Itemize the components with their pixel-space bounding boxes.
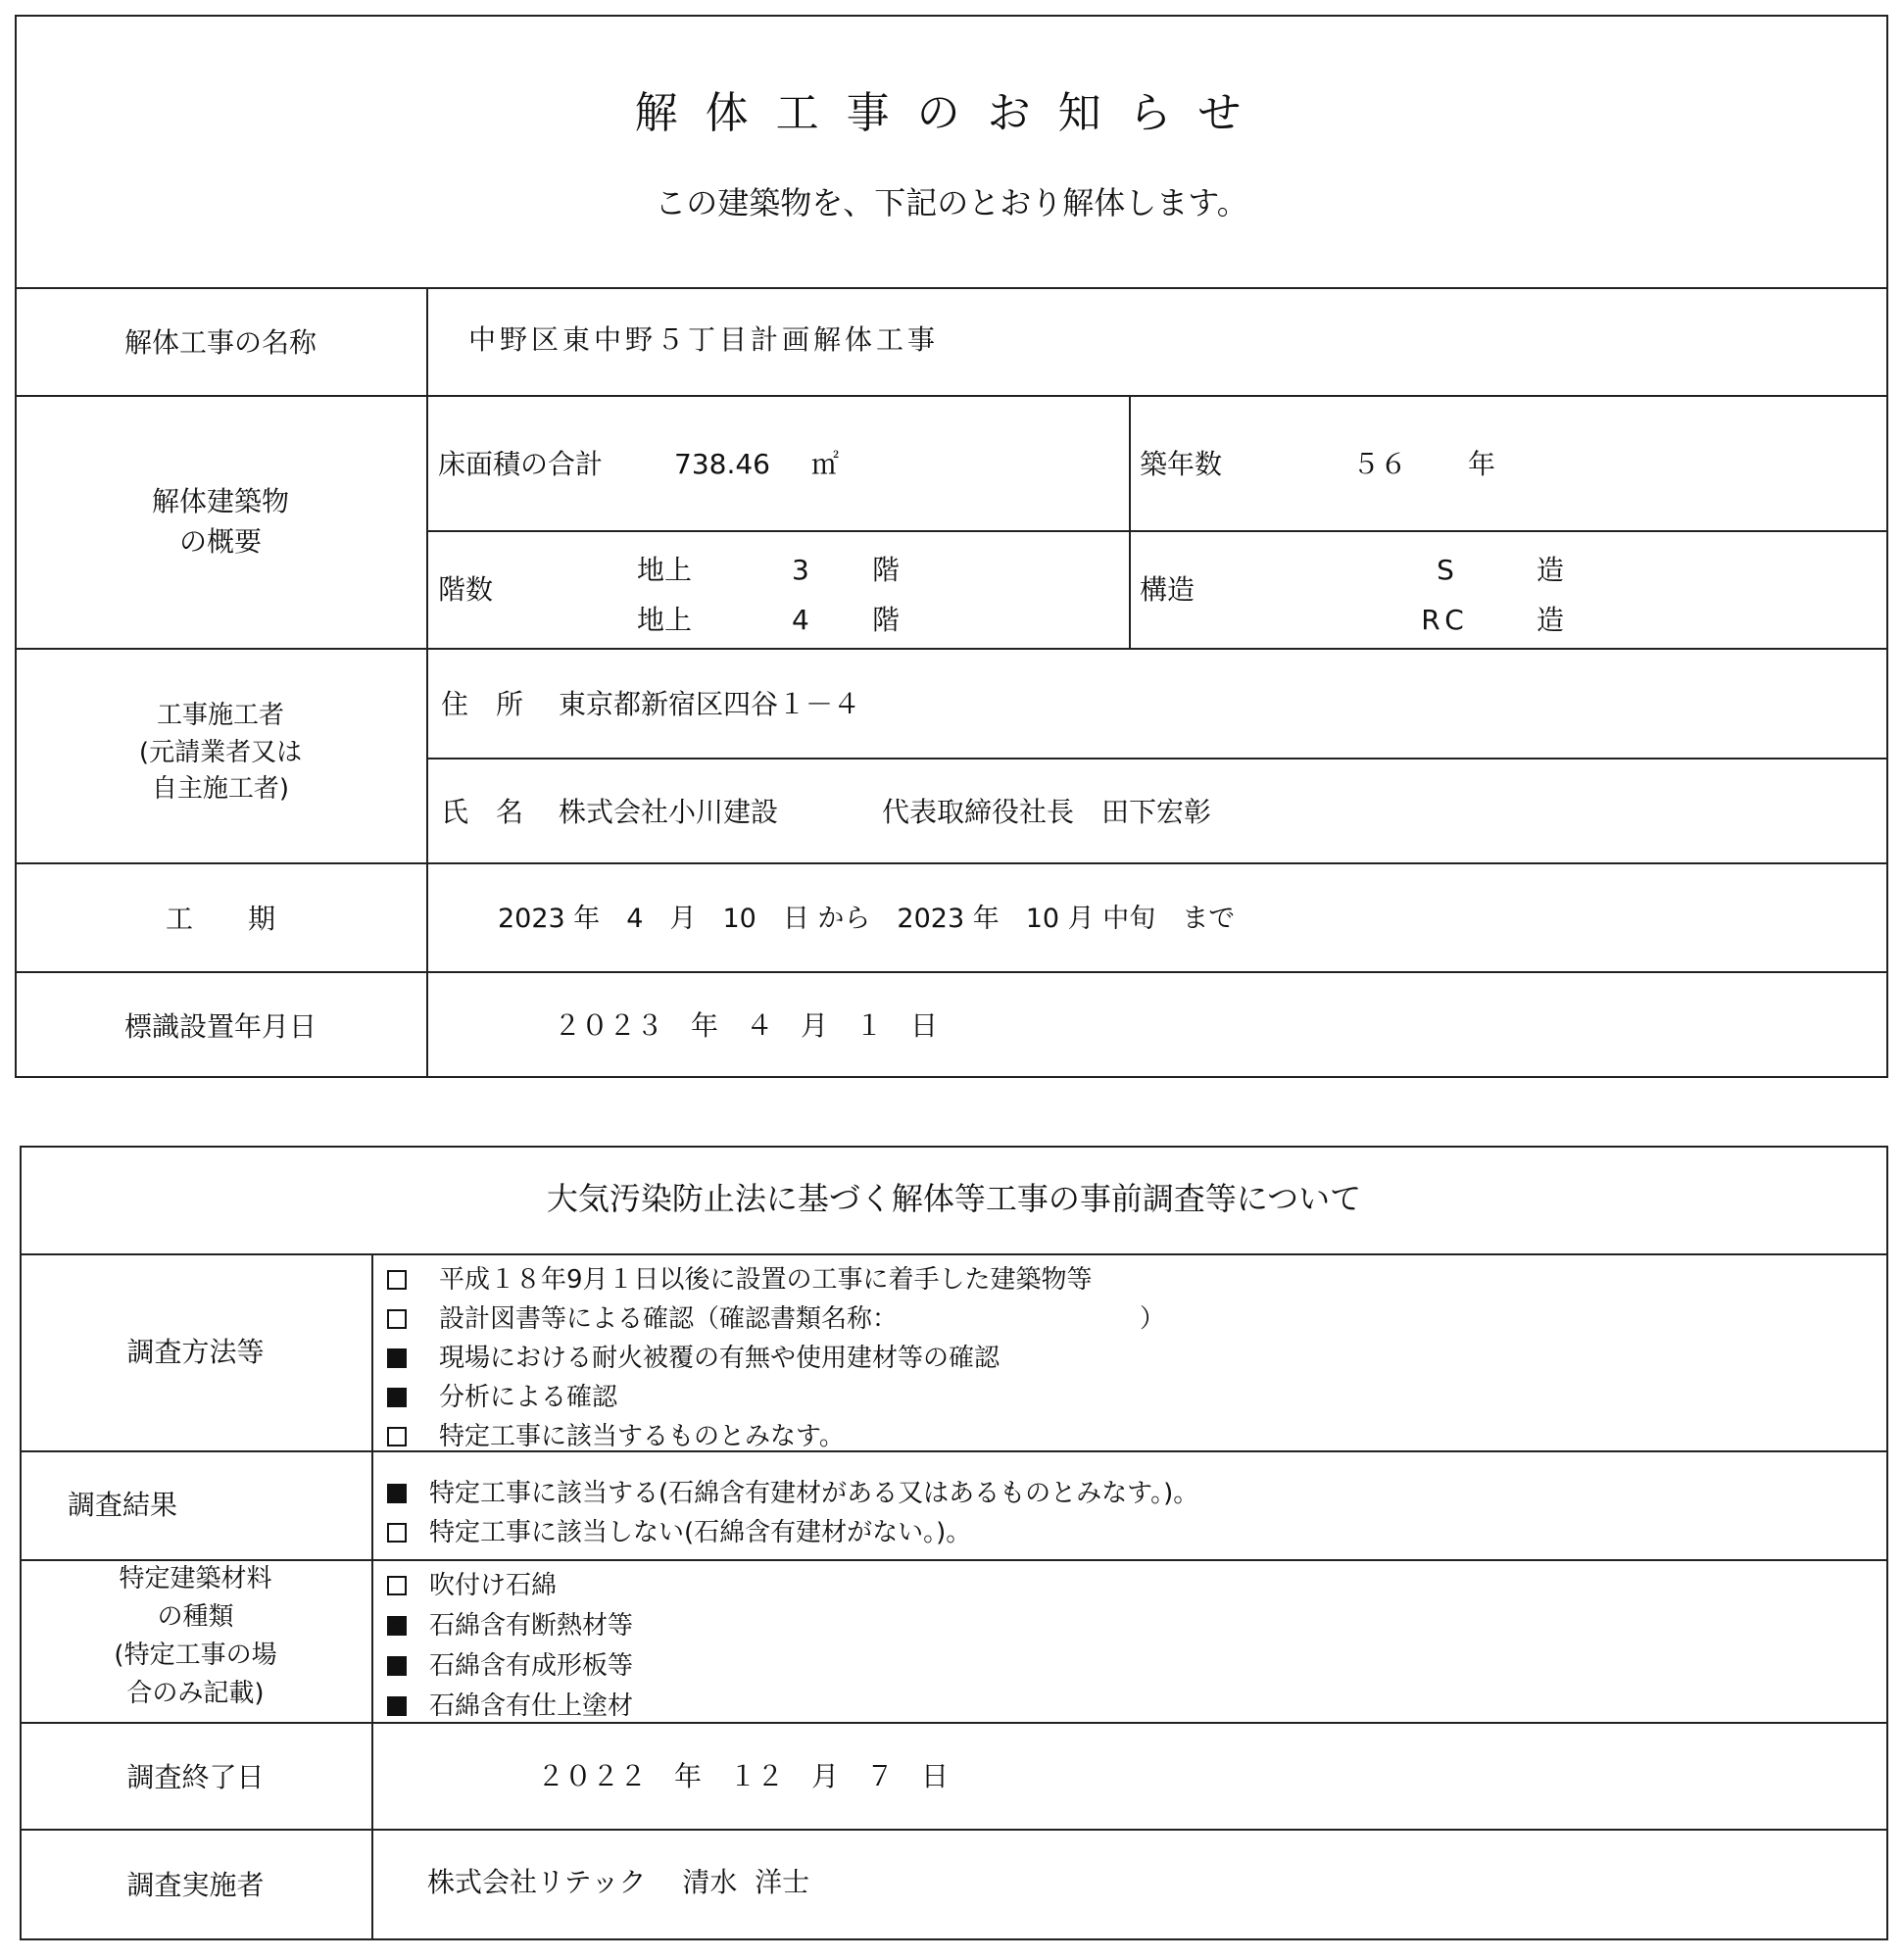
end-date-label: 調査終了日 — [126, 1761, 265, 1793]
divider — [20, 1253, 1888, 1255]
checklist-item-text: 現場における耐火被覆の有無や使用建材等の確認 — [439, 1344, 1000, 1373]
checklist-item — [387, 1645, 633, 1682]
structure-value: RC — [1421, 604, 1470, 636]
divider — [426, 758, 1888, 760]
divider — [20, 1829, 1888, 1831]
divider — [15, 395, 1888, 397]
stories-prefix: 地上 — [637, 604, 693, 636]
checklist-item — [387, 1565, 557, 1601]
checklist-item-text: 吹付け石綿 — [429, 1571, 558, 1600]
checked-box-icon — [387, 1348, 407, 1368]
checklist-item — [387, 1377, 617, 1413]
checklist-item — [387, 1473, 1198, 1509]
age-label: 築年数 — [1140, 448, 1223, 480]
stories-prefix: 地上 — [637, 554, 693, 586]
address-value: 東京都新宿区四谷１－４ — [559, 688, 861, 720]
structure-label: 構造 — [1140, 573, 1195, 606]
checklist-item-text: 特定工事に該当しない(石綿含有建材がない。)。 — [429, 1518, 972, 1547]
divider — [15, 971, 1888, 973]
checklist-item — [387, 1416, 845, 1452]
checked-box-icon — [387, 1616, 407, 1636]
sign-date-value: ２０２３ 年 ４ 月 １ 日 — [554, 1009, 939, 1042]
divider — [371, 1253, 373, 1940]
structure-unit: 造 — [1537, 554, 1565, 586]
checked-box-icon — [387, 1656, 407, 1676]
checklist-item-text: 石綿含有断熱材等 — [429, 1611, 634, 1641]
unchecked-box-icon — [387, 1523, 407, 1543]
divider — [15, 648, 1888, 650]
divider — [20, 1450, 1888, 1452]
method-label: 調査方法等 — [126, 1336, 265, 1368]
person-label: 氏 名 — [441, 796, 524, 828]
checklist-item — [387, 1298, 1165, 1335]
divider — [426, 530, 1888, 532]
checklist-item-text: 設計図書等による確認（確認書類名称： ） — [439, 1304, 1166, 1334]
materials-label: 特定建築材料 の種類 (特定工事の場 合のみ記載) — [114, 1564, 277, 1708]
age-value: ５６ — [1352, 448, 1408, 480]
floor-area-label: 床面積の合計 — [438, 448, 604, 480]
checklist-item-text: 石綿含有仕上塗材 — [429, 1691, 634, 1721]
checklist-item-text: 平成１８年9月１日以後に設置の工事に着手した建築物等 — [439, 1265, 1093, 1295]
surveyor-label: 調査実施者 — [126, 1869, 265, 1901]
divider — [15, 287, 1888, 289]
divider — [1129, 395, 1131, 648]
period-label: 工 期 — [165, 903, 275, 935]
representative: 代表取締役社長 田下宏彰 — [882, 796, 1212, 828]
contractor-label: 工事施工者 (元請業者又は 自主施工者) — [138, 701, 303, 805]
checklist-item — [387, 1259, 1093, 1296]
checklist-item-text: 特定工事に該当する(石綿含有建材がある又はあるものとみなす。)。 — [429, 1479, 1199, 1508]
stories-value: 3 — [792, 554, 809, 586]
checked-box-icon — [387, 1388, 407, 1407]
stories-unit: 階 — [872, 604, 901, 636]
floor-area-unit: ㎡ — [811, 448, 840, 480]
checklist-item-text: 特定工事に該当するものとみなす。 — [439, 1422, 845, 1451]
sign-date-label: 標識設置年月日 — [123, 1010, 317, 1043]
notice-title: 解体工事のお知らせ — [634, 88, 1269, 138]
checklist-item — [387, 1605, 633, 1642]
unchecked-box-icon — [387, 1270, 407, 1290]
result-label: 調査結果 — [67, 1489, 177, 1521]
period-value: 2023 年 4 月 10 日 から 2023 年 10 月 中旬 まで — [498, 904, 1236, 934]
checked-box-icon — [387, 1484, 407, 1503]
checklist-item — [387, 1338, 1000, 1374]
unchecked-box-icon — [387, 1309, 407, 1329]
age-unit: 年 — [1468, 448, 1496, 480]
address-label: 住 所 — [441, 688, 524, 720]
checklist-item-text: 分析による確認 — [439, 1383, 618, 1412]
stories-label: 階数 — [438, 573, 494, 606]
checked-box-icon — [387, 1696, 407, 1716]
divider — [20, 1722, 1888, 1724]
name-value: 中野区東中野５丁目計画解体工事 — [468, 323, 940, 356]
notice-subtitle: この建築物を、下記のとおり解体します。 — [655, 184, 1248, 221]
checklist-item — [387, 1512, 971, 1548]
unchecked-box-icon — [387, 1576, 407, 1595]
company-name: 株式会社小川建設 — [559, 796, 779, 828]
structure-value: S — [1437, 554, 1454, 586]
end-date-value: ２０２２ 年 １２ 月 ７ 日 — [537, 1760, 950, 1792]
divider — [426, 287, 428, 1078]
survey-title: 大気汚染防止法に基づく解体等工事の事前調査等について — [546, 1180, 1362, 1217]
structure-unit: 造 — [1537, 604, 1565, 636]
surveyor-value: 株式会社リテック 清水 洋士 — [427, 1866, 810, 1898]
overview-label: 解体建築物 の概要 — [151, 485, 289, 558]
unchecked-box-icon — [387, 1427, 407, 1446]
stories-unit: 階 — [872, 554, 901, 586]
floor-area-value: 738.46 — [674, 448, 770, 480]
divider — [15, 862, 1888, 864]
stories-value: 4 — [792, 604, 809, 636]
name-label: 解体工事の名称 — [123, 326, 317, 359]
checklist-item-text: 石綿含有成形板等 — [429, 1651, 634, 1681]
checklist-item — [387, 1686, 633, 1722]
